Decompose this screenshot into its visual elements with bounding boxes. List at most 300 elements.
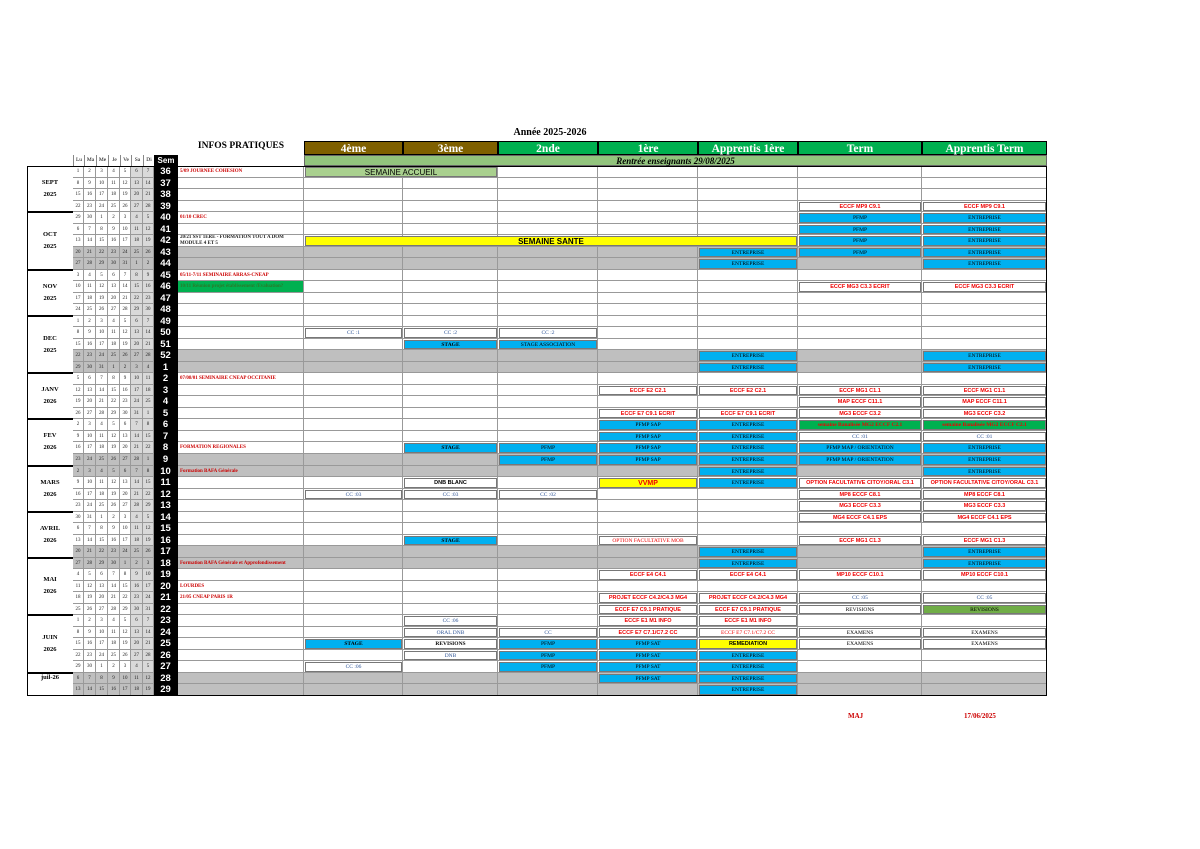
rentree-banner: Rentrée enseignants 29/08/2025 — [304, 155, 1047, 166]
day-cell: 14 — [108, 581, 120, 593]
column-header-4: Apprentis 1ère — [698, 141, 798, 155]
event-eccf-e7: ECCF E7 C9.1 ECRIT — [599, 409, 697, 419]
day-cell: 11 — [131, 523, 143, 535]
day-cell: 9 — [108, 673, 120, 685]
week-number: 7 — [154, 431, 178, 443]
event-entreprise: ENTREPRISE — [699, 467, 797, 477]
day-cell: 25 — [143, 396, 154, 408]
day-cell: 10 — [96, 327, 108, 339]
day-cell: 18 — [131, 235, 143, 247]
week-number: 15 — [154, 523, 178, 535]
week-number: 36 — [154, 166, 178, 178]
event-mg3-c33: MG3 ECCF C3.3 — [799, 501, 921, 511]
day-cell: 11 — [84, 281, 96, 293]
day-cell: 12 — [143, 673, 154, 685]
day-cell: 3 — [96, 166, 108, 178]
event-entreprise: ENTREPRISE — [699, 248, 797, 258]
day-cell: 22 — [108, 396, 120, 408]
day-cell: 10 — [120, 523, 131, 535]
column-header-3: 1ère — [598, 141, 698, 155]
event-cc01: CC :01 — [923, 432, 1046, 442]
day-cell: 6 — [120, 419, 131, 431]
event-cc03: CC :03 — [305, 490, 402, 500]
day-cell: 7 — [131, 419, 143, 431]
event-examens: EXAMENS — [799, 628, 921, 638]
day-cell: 1 — [108, 362, 120, 374]
day-cell: 29 — [96, 258, 108, 270]
day-cell: 11 — [108, 627, 120, 639]
event-cc06: CC :06 — [404, 616, 497, 626]
day-cell: 28 — [108, 604, 120, 616]
day-cell: 23 — [84, 650, 96, 662]
day-cell: 8 — [73, 327, 84, 339]
event-pfmp-map: PFMP MAP / ORIENTATION — [799, 443, 921, 453]
week-number: 14 — [154, 512, 178, 524]
event-eccf-mg3: ECCF MG3 C3.3 ECRIT — [799, 282, 921, 292]
day-cell: 9 — [84, 178, 96, 190]
day-cell: 23 — [108, 247, 120, 259]
day-cell: 9 — [73, 477, 84, 489]
day-cell: 9 — [120, 373, 131, 385]
day-cell: 5 — [120, 166, 131, 178]
month-year: 2026 — [43, 490, 57, 498]
day-cell: 8 — [73, 178, 84, 190]
event-mg4: MG4 ECCF C4.1 EPS — [923, 513, 1046, 523]
day-cell: 30 — [120, 408, 131, 420]
day-cell: 15 — [96, 235, 108, 247]
month-name: OCT — [42, 230, 58, 238]
day-cell: 2 — [84, 615, 96, 627]
week-number: 26 — [154, 650, 178, 662]
day-cell: 26 — [143, 546, 154, 558]
day-cell: 5 — [84, 569, 96, 581]
day-cell: 6 — [131, 615, 143, 627]
day-cell: 7 — [84, 673, 96, 685]
day-cell: 6 — [73, 673, 84, 685]
day-cell: 14 — [84, 235, 96, 247]
week-number: 12 — [154, 489, 178, 501]
event-map-eccf: MAP ECCF C11.1 — [923, 397, 1046, 407]
info-cell: 05/11-7/11 SEMINAIRE ARRAS-CNEAP — [178, 270, 304, 282]
day-cell: 2 — [84, 166, 96, 178]
event-revisions-caps: REVISIONS — [404, 639, 497, 649]
day-cell: 25 — [131, 546, 143, 558]
day-cell: 29 — [96, 558, 108, 570]
week-number: 29 — [154, 684, 178, 696]
day-cell: 18 — [108, 339, 120, 351]
day-cell: 18 — [96, 442, 108, 454]
week-number: 24 — [154, 627, 178, 639]
info-cell: 07/08/01 SEMINAIRE CNEAP OCCITANIE — [178, 373, 304, 385]
event-cc05: CC :05 — [923, 593, 1046, 603]
day-cell: 23 — [84, 350, 96, 362]
event-eccf-e7-pratique: ECCF E7 C9.1 PRATIQUE — [699, 605, 797, 615]
day-cell: 23 — [120, 396, 131, 408]
day-header-2: Me — [96, 155, 108, 166]
update-label: MAJ — [848, 712, 864, 720]
month-year: 2025 — [43, 191, 57, 199]
month-year: 2026 — [43, 444, 57, 452]
day-cell: 13 — [73, 684, 84, 696]
day-cell: 28 — [143, 201, 154, 213]
day-cell: 24 — [73, 304, 84, 316]
document-title: Année 2025-2026 — [513, 127, 587, 138]
day-cell: 12 — [96, 281, 108, 293]
day-cell: 7 — [120, 270, 131, 282]
day-cell: 6 — [73, 523, 84, 535]
week-number: 10 — [154, 466, 178, 478]
event-oral-dnb: ORAL DNB — [404, 628, 497, 638]
day-cell: 8 — [120, 569, 131, 581]
event-cc: CC — [499, 628, 597, 638]
day-cell: 4 — [108, 615, 120, 627]
day-cell: 18 — [131, 535, 143, 547]
day-cell: 25 — [108, 350, 120, 362]
day-cell: 12 — [73, 385, 84, 397]
day-cell: 27 — [131, 350, 143, 362]
day-cell: 27 — [96, 604, 108, 616]
day-cell: 13 — [131, 627, 143, 639]
event-entreprise: ENTREPRISE — [699, 420, 797, 430]
day-cell: 24 — [120, 546, 131, 558]
day-cell: 11 — [131, 224, 143, 236]
day-cell: 3 — [143, 558, 154, 570]
event-stage: STAGE — [305, 639, 402, 649]
day-cell: 5 — [108, 466, 120, 478]
day-cell: 5 — [120, 615, 131, 627]
day-cell: 27 — [73, 258, 84, 270]
day-cell: 16 — [120, 385, 131, 397]
day-cell: 25 — [96, 500, 108, 512]
day-cell: 20 — [131, 638, 143, 650]
week-number: 40 — [154, 212, 178, 224]
day-cell: 1 — [131, 258, 143, 270]
day-cell: 4 — [108, 316, 120, 328]
day-cell: 20 — [131, 339, 143, 351]
day-cell: 13 — [131, 327, 143, 339]
day-cell: 14 — [120, 281, 131, 293]
day-cell: 21 — [120, 293, 131, 305]
event-pfmp: PFMP — [499, 662, 597, 672]
event-dnb-blanc: DNB BLANC — [404, 478, 497, 488]
day-cell: 5 — [143, 512, 154, 524]
event-stage: STAGE — [404, 443, 497, 453]
day-cell: 3 — [96, 316, 108, 328]
event-eccf-e7-pratique: ECCF E7 C9.1 PRATIQUE — [599, 605, 697, 615]
week-number: 11 — [154, 477, 178, 489]
week-number: 49 — [154, 316, 178, 328]
day-cell: 16 — [84, 189, 96, 201]
event-stage: STAGE — [404, 340, 497, 350]
day-cell: 27 — [73, 558, 84, 570]
day-cell: 6 — [131, 316, 143, 328]
day-cell: 31 — [120, 258, 131, 270]
month-year: 2026 — [43, 588, 57, 596]
day-cell: 1 — [120, 558, 131, 570]
day-header-5: Sa — [131, 155, 143, 166]
day-cell: 21 — [131, 442, 143, 454]
event-pfmp: PFMP — [499, 651, 597, 661]
day-cell: 29 — [108, 408, 120, 420]
day-cell: 14 — [96, 385, 108, 397]
event-eccf-e4: ECCF E4 C4.1 — [599, 570, 697, 580]
week-number: 18 — [154, 558, 178, 570]
day-cell: 18 — [84, 293, 96, 305]
day-cell: 5 — [143, 212, 154, 224]
week-number: 48 — [154, 304, 178, 316]
day-cell: 4 — [131, 512, 143, 524]
month-year: 2025 — [43, 346, 57, 354]
day-cell: 16 — [143, 281, 154, 293]
day-cell: 25 — [84, 304, 96, 316]
day-cell: 16 — [84, 339, 96, 351]
event-entreprise: ENTREPRISE — [699, 662, 797, 672]
event-entreprise: ENTREPRISE — [923, 213, 1046, 223]
day-cell: 14 — [84, 684, 96, 696]
day-cell: 24 — [96, 650, 108, 662]
event-entreprise: ENTREPRISE — [699, 351, 797, 361]
day-cell: 30 — [131, 604, 143, 616]
event-entreprise: ENTREPRISE — [699, 455, 797, 465]
day-cell: 29 — [131, 304, 143, 316]
day-cell: 27 — [131, 650, 143, 662]
event-entreprise: ENTREPRISE — [923, 443, 1046, 453]
day-cell: 30 — [143, 304, 154, 316]
day-cell: 16 — [108, 684, 120, 696]
info-cell: Formation BAFA Générale et Approfondissement — [178, 558, 304, 570]
event-entreprise: ENTREPRISE — [923, 455, 1046, 465]
day-cell: 30 — [84, 362, 96, 374]
day-cell: 26 — [96, 304, 108, 316]
day-cell: 2 — [73, 419, 84, 431]
day-cell: 21 — [96, 396, 108, 408]
day-cell: 10 — [120, 224, 131, 236]
day-cell: 27 — [120, 500, 131, 512]
event-remediation: REMEDIATION — [699, 639, 797, 649]
day-cell: 17 — [120, 684, 131, 696]
day-cell: 20 — [108, 293, 120, 305]
event-eccf-e1: ECCF E1 M1 INFO — [699, 616, 797, 626]
day-cell: 29 — [143, 500, 154, 512]
week-number: 19 — [154, 569, 178, 581]
week-number: 9 — [154, 454, 178, 466]
week-number: 21 — [154, 592, 178, 604]
day-cell: 16 — [131, 581, 143, 593]
week-number: 23 — [154, 615, 178, 627]
week-number: 39 — [154, 201, 178, 213]
week-number: 6 — [154, 419, 178, 431]
day-cell: 3 — [131, 362, 143, 374]
month-name: MARS — [40, 478, 60, 486]
day-cell: 25 — [108, 201, 120, 213]
event-entreprise: ENTREPRISE — [923, 547, 1046, 557]
day-cell: 18 — [73, 592, 84, 604]
day-header-0: Lu — [73, 155, 84, 166]
day-cell: 30 — [73, 512, 84, 524]
day-cell: 31 — [96, 362, 108, 374]
day-cell: 10 — [120, 673, 131, 685]
day-cell: 15 — [143, 477, 154, 489]
event-entreprise: ENTREPRISE — [923, 236, 1046, 246]
event-cc03b: CC :03 — [404, 490, 497, 500]
day-cell: 8 — [96, 673, 108, 685]
month-name: FEV — [43, 432, 57, 440]
event-option-fac: OPTION FACULTATIVE CITOY/ORAL C3.1 — [799, 478, 921, 488]
event-cc05: CC :05 — [799, 593, 921, 603]
week-number: 42 — [154, 235, 178, 247]
day-cell: 8 — [96, 224, 108, 236]
day-cell: 21 — [84, 546, 96, 558]
day-cell: 19 — [120, 189, 131, 201]
day-cell: 4 — [108, 166, 120, 178]
day-cell: 11 — [143, 373, 154, 385]
day-cell: 2 — [108, 512, 120, 524]
day-cell: 2 — [73, 466, 84, 478]
day-cell: 3 — [96, 615, 108, 627]
day-cell: 27 — [84, 408, 96, 420]
day-cell: 20 — [120, 489, 131, 501]
event-semaine-accueil: SEMAINE ACCUEIL — [305, 167, 497, 177]
day-cell: 5 — [73, 373, 84, 385]
week-number: 20 — [154, 581, 178, 593]
event-entreprise: ENTREPRISE — [699, 547, 797, 557]
event-entreprise: ENTREPRISE — [699, 443, 797, 453]
week-number: 25 — [154, 638, 178, 650]
day-cell: 14 — [84, 535, 96, 547]
day-cell: 7 — [143, 615, 154, 627]
event-eccf-e2: ECCF E2 C2.1 — [699, 386, 797, 396]
event-eccf-mg1: ECCF MG1 C1.1 — [923, 386, 1046, 396]
day-cell: 5 — [96, 270, 108, 282]
day-cell: 10 — [143, 569, 154, 581]
event-pfmp-sat: PFMP SAT — [599, 639, 697, 649]
day-cell: 12 — [120, 627, 131, 639]
day-cell: 8 — [131, 270, 143, 282]
day-cell: 14 — [143, 327, 154, 339]
month-year: 2026 — [43, 536, 57, 544]
event-mp10: MP10 ECCF C10.1 — [799, 570, 921, 580]
day-cell: 22 — [131, 293, 143, 305]
day-cell: 22 — [73, 650, 84, 662]
day-cell: 30 — [84, 212, 96, 224]
day-cell: 17 — [143, 581, 154, 593]
day-cell: 20 — [120, 442, 131, 454]
event-entreprise: ENTREPRISE — [699, 432, 797, 442]
info-cell: 21/05 CNEAP PARIS 1R — [178, 592, 304, 604]
event-pfmp: PFMP — [799, 236, 921, 246]
info-cell: Formation BAFA Générale — [178, 466, 304, 478]
event-examens: EXAMENS — [923, 639, 1046, 649]
day-cell: 2 — [84, 316, 96, 328]
day-cell: 28 — [143, 350, 154, 362]
day-cell: 14 — [143, 627, 154, 639]
infos-pratiques-header: INFOS PRATIQUES — [197, 141, 285, 151]
day-cell: 21 — [84, 247, 96, 259]
day-cell: 24 — [143, 592, 154, 604]
day-cell: 26 — [84, 604, 96, 616]
day-cell: 19 — [84, 592, 96, 604]
event-entreprise: ENTREPRISE — [923, 559, 1046, 569]
month-name: SEPT — [41, 179, 59, 187]
event-examens: EXAMENS — [799, 639, 921, 649]
day-cell: 2 — [131, 558, 143, 570]
day-cell: 28 — [131, 500, 143, 512]
event-eccf-mp9: ECCF MP9 C9.1 — [799, 202, 921, 212]
day-cell: 28 — [84, 258, 96, 270]
day-header-3: Je — [108, 155, 120, 166]
event-eccf-mg1: ECCF MG1 C1.1 — [799, 386, 921, 396]
day-cell: 26 — [120, 350, 131, 362]
day-cell: 7 — [84, 224, 96, 236]
day-cell: 10 — [131, 373, 143, 385]
event-pfmp: PFMP — [799, 225, 921, 235]
week-number: 44 — [154, 258, 178, 270]
day-cell: 16 — [73, 489, 84, 501]
day-cell: 27 — [108, 304, 120, 316]
day-cell: 13 — [131, 178, 143, 190]
day-cell: 15 — [120, 581, 131, 593]
day-cell: 1 — [73, 316, 84, 328]
event-entreprise: ENTREPRISE — [699, 685, 797, 695]
event-projet-eccf: PROJET ECCF C4.2/C4.3 MG4 — [599, 593, 697, 603]
day-cell: 2 — [120, 362, 131, 374]
column-header-6: Apprentis Term — [922, 141, 1047, 155]
event-cc1: CC :1 — [305, 328, 402, 338]
event-entreprise: ENTREPRISE — [699, 259, 797, 269]
month-year: 2025 — [43, 294, 57, 302]
day-cell: 16 — [108, 535, 120, 547]
event-pfmp-sat: PFMP SAT — [599, 674, 697, 684]
day-cell: 7 — [84, 523, 96, 535]
day-cell: 13 — [108, 281, 120, 293]
month-name: MAI — [43, 576, 57, 584]
week-number: 27 — [154, 661, 178, 673]
day-cell: 19 — [96, 293, 108, 305]
day-cell: 25 — [131, 247, 143, 259]
week-number: 1 — [154, 362, 178, 374]
day-cell: 24 — [96, 201, 108, 213]
week-number: 22 — [154, 604, 178, 616]
day-cell: 12 — [143, 224, 154, 236]
day-cell: 21 — [108, 592, 120, 604]
day-cell: 24 — [120, 247, 131, 259]
day-cell: 6 — [96, 569, 108, 581]
day-cell: 6 — [120, 466, 131, 478]
month-name: DEC — [43, 334, 57, 342]
day-cell: 9 — [131, 569, 143, 581]
day-cell: 12 — [120, 327, 131, 339]
day-cell: 12 — [120, 178, 131, 190]
event-option-fac-mob: OPTION FACULTATIVE MOB — [599, 536, 697, 546]
day-cell: 1 — [143, 454, 154, 466]
day-cell: 19 — [108, 442, 120, 454]
day-cell: 26 — [143, 247, 154, 259]
day-cell: 23 — [84, 201, 96, 213]
event-cc2: CC :2 — [404, 328, 497, 338]
day-cell: 8 — [96, 523, 108, 535]
day-cell: 19 — [143, 535, 154, 547]
day-cell: 14 — [143, 178, 154, 190]
event-eccf-e7-c7: ECCF E7 C7.1/C7.2 CC — [599, 628, 697, 638]
day-cell: 17 — [84, 442, 96, 454]
day-cell: 12 — [108, 477, 120, 489]
event-cc06b: CC :06 — [305, 662, 402, 672]
event-pfmp: PFMP — [499, 443, 597, 453]
day-cell: 3 — [120, 512, 131, 524]
day-cell: 6 — [73, 224, 84, 236]
event-mg3-eccf: MG3 ECCF C3.2 — [799, 409, 921, 419]
week-number: 2 — [154, 373, 178, 385]
